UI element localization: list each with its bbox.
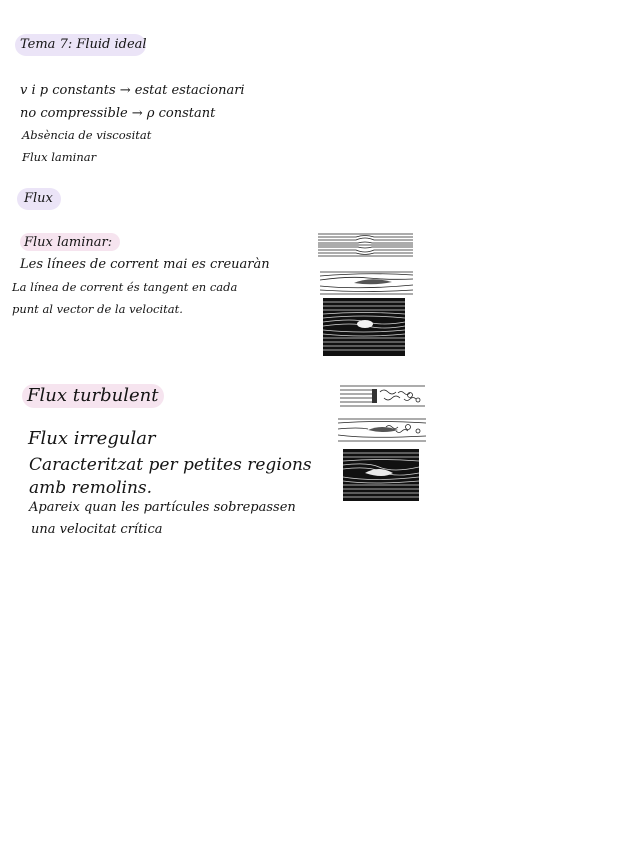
laminar-line-3: punt al vector de la velocitat. (12, 302, 183, 316)
turbulent-heading: Flux turbulent (27, 385, 159, 406)
laminar-heading: Flux laminar: (24, 235, 113, 250)
turbulent-line-5: una velocitat crítica (31, 522, 163, 537)
intro-line-1: v i p constants → estat estacionari (20, 83, 245, 98)
flux-heading: Flux (24, 191, 53, 206)
turbulent-flow-photo (343, 449, 419, 501)
turbulent-airfoil-figure (338, 417, 426, 444)
turbulent-line-1: Flux irregular (28, 428, 156, 449)
laminar-line-1: Les línees de corrent mai es creuaràn (20, 257, 270, 272)
intro-line-4: Flux laminar (22, 150, 97, 164)
page-title: Tema 7: Fluid ideal (20, 37, 147, 52)
turbulent-line-2: Caracteritzat per petites regions (29, 455, 312, 475)
intro-line-2: no compressible → ρ constant (20, 106, 216, 121)
turbulent-line-4: Apareix quan les partícules sobrepassen (29, 500, 296, 515)
turbulent-obstacle-figure (340, 384, 425, 408)
laminar-flow-photo (323, 298, 405, 356)
turbulent-line-3: amb remolins. (29, 478, 153, 498)
intro-line-3: Absència de viscositat (22, 128, 152, 142)
laminar-airfoil-figure (320, 270, 413, 296)
laminar-converging-flow-figure (318, 232, 413, 258)
laminar-line-2: La línea de corrent és tangent en cada (12, 280, 238, 294)
